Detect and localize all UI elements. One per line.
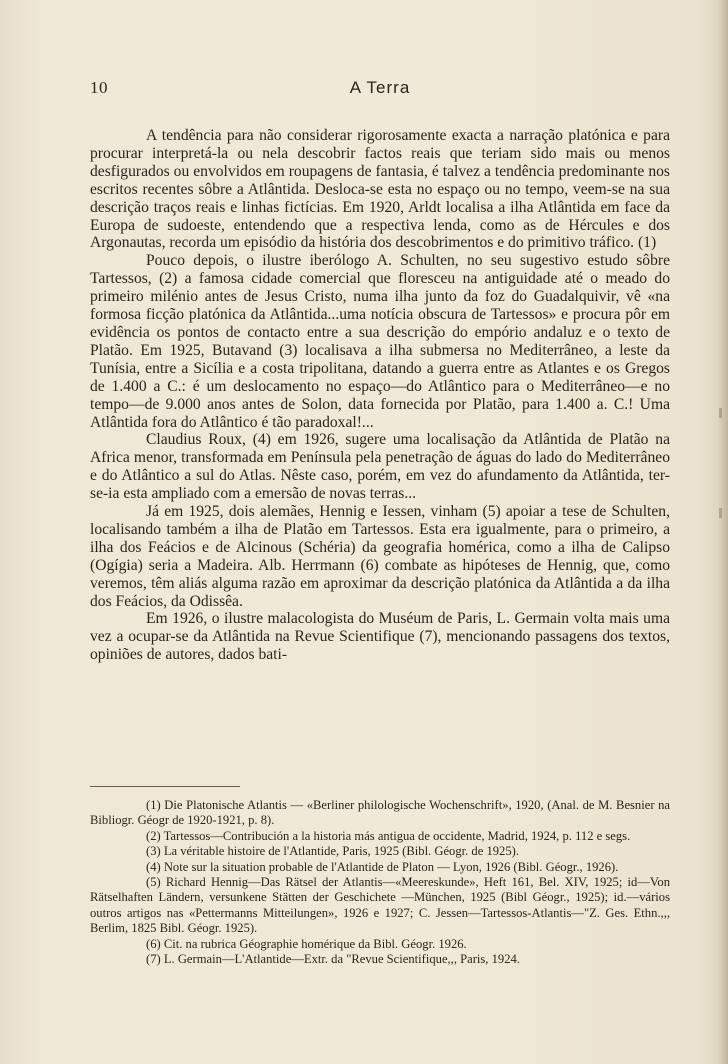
footnote: (5) Richard Hennig—Das Rätsel der Atlantis—«Meereskunde», Heft 161, Bel. XIV, 1925; id—Von Rätselhaften Ländern, versunkene Stätten der Geschichete —München, 1925 (Bibl Géogr., 1925); id.—vários outros artigos nas «Pettermanns Mitteilungen», 1926 e 1927; C. Jessen—Tartessos-Atlantis—"Z. Ges. Ethn.,,, Berlim, 1825 Bibl. Géogr. 1925).: [90, 875, 670, 936]
footnote: (3) La véritable histoire de l'Atlantide, Paris, 1925 (Bibl. Géogr. de 1925).: [146, 844, 519, 859]
footnote: (4) Note sur la situation probable de l'Atlantide de Platon — Lyon, 1926 (Bibl. Géogr., 1926).: [146, 859, 619, 874]
paragraph: Já em 1925, dois alemães, Hennig e Iessen, vinham (5) apoiar a tese de Schulten, localisando também a ilha de Platão em Tartessos. Esta era igualmente, para o primeiro, a ilha dos Feácios e de Alcinous (Schéria) da geografia homérica, como a ilha de Calipso (Ogígia) seria a Madeira. Alb. Herrmann (6) combate as hipóteses de Hennig, que, como veremos, têm aliás alguma razão em aproximar da descrição platónica da Atlântida a da ilha dos Feácios, da Odissêa.: [90, 503, 670, 610]
margin-mark: [719, 508, 722, 518]
page-edge-shadow: [718, 0, 728, 1064]
footnote: (2) Tartessos—Contribución a la historia más antigua de occidente, Madrid, 1924, p. 112 e segs.: [146, 828, 631, 843]
footnote-divider: [90, 786, 240, 787]
footnotes: [90, 798, 670, 967]
body-text: [90, 127, 670, 664]
running-title: A Terra: [349, 78, 411, 97]
paragraph: Claudius Roux, (4) em 1926, sugere uma localisação da Atlântida de Platão na Africa menor, transformada em Península pela penetração de águas do lado do Mediterrâneo e do Atlântico a sul do Atlas. Nêste caso, porém, em vez do afundamento da Atlântida, ter-se-ia esta ampliado com a emersão de novas terras...: [90, 431, 670, 503]
paragraph: Pouco depois, o ilustre iberólogo A. Schulten, no seu sugestivo estudo sôbre Tartessos, (2) a famosa cidade comercial que floresceu na antiguidade até o meado do primeiro milénio antes de Jesus Cristo, numa ilha junto da foz do Guadalquivir, vê «na formosa ficção platónica da Atlântida...uma notícia obscura de Tartessos» e procura pôr em evidência os pontos de contacto entre a sua descrição do empório andaluz e o texto de Platão. Em 1925, Butavand (3) localisava a ilha submersa no Mediterrâneo, a leste da Tunísia, entre a Sicília e a costa tripolitana, datando a guerra entre as Atlantes e os Gregos de 1.400 a C.: é um deslocamento no espaço—do Atlântico para o Mediterrâneo—e no tempo—de 9.000 anos antes de Solon, data fornecida por Platão, para 1.400 a. C.! Uma Atlântida fora do Atlântico é tão paradoxal!...: [90, 252, 670, 431]
paragraph: Em 1926, o ilustre malacologista do Muséum de Paris, L. Germain volta mais uma vez a ocupar-se da Atlântida na Revue Scientifique (7), mencionando passagens dos textos, opiniões de autores, dados bati-: [90, 610, 670, 664]
paragraph: A tendência para não considerar rigorosamente exacta a narração platónica e para procurar interpretá-la ou nela descobrir factos reais que teriam sido mais ou menos desfigurados ou envolvidos em roupagens de fantasia, é talvez a tendência predominante nos escritos recentes sôbre a Atlântida. Desloca-se esta no espaço ou no tempo, veem-se na sua descrição traços reais e linhas fictícias. Em 1920, Arldt localisa a ilha Atlântida em face da Europa de sudoeste, entendendo que a respectiva lenda, como as de Hércules e dos Argonautas, recorda um episódio da história dos descobrimentos e do primitivo tráfico. (1): [90, 127, 670, 252]
page-number: 10: [90, 78, 108, 97]
page-header: [90, 78, 670, 102]
footnote: (1) Die Platonische Atlantis — «Berliner philologische Wochenschrift», 1920, (Anal. de M. Besnier na Bibliogr. Géogr de 1920-1921, p. 8).: [90, 798, 670, 828]
footnote: (7) L. Germain—L'Atlantide—Extr. da "Revue Scientifique,,, Paris, 1924.: [146, 952, 520, 967]
margin-mark: [719, 408, 722, 418]
footnote: (6) Cit. na rubrica Géographie homérique da Bibl. Géogr. 1926.: [146, 936, 467, 951]
